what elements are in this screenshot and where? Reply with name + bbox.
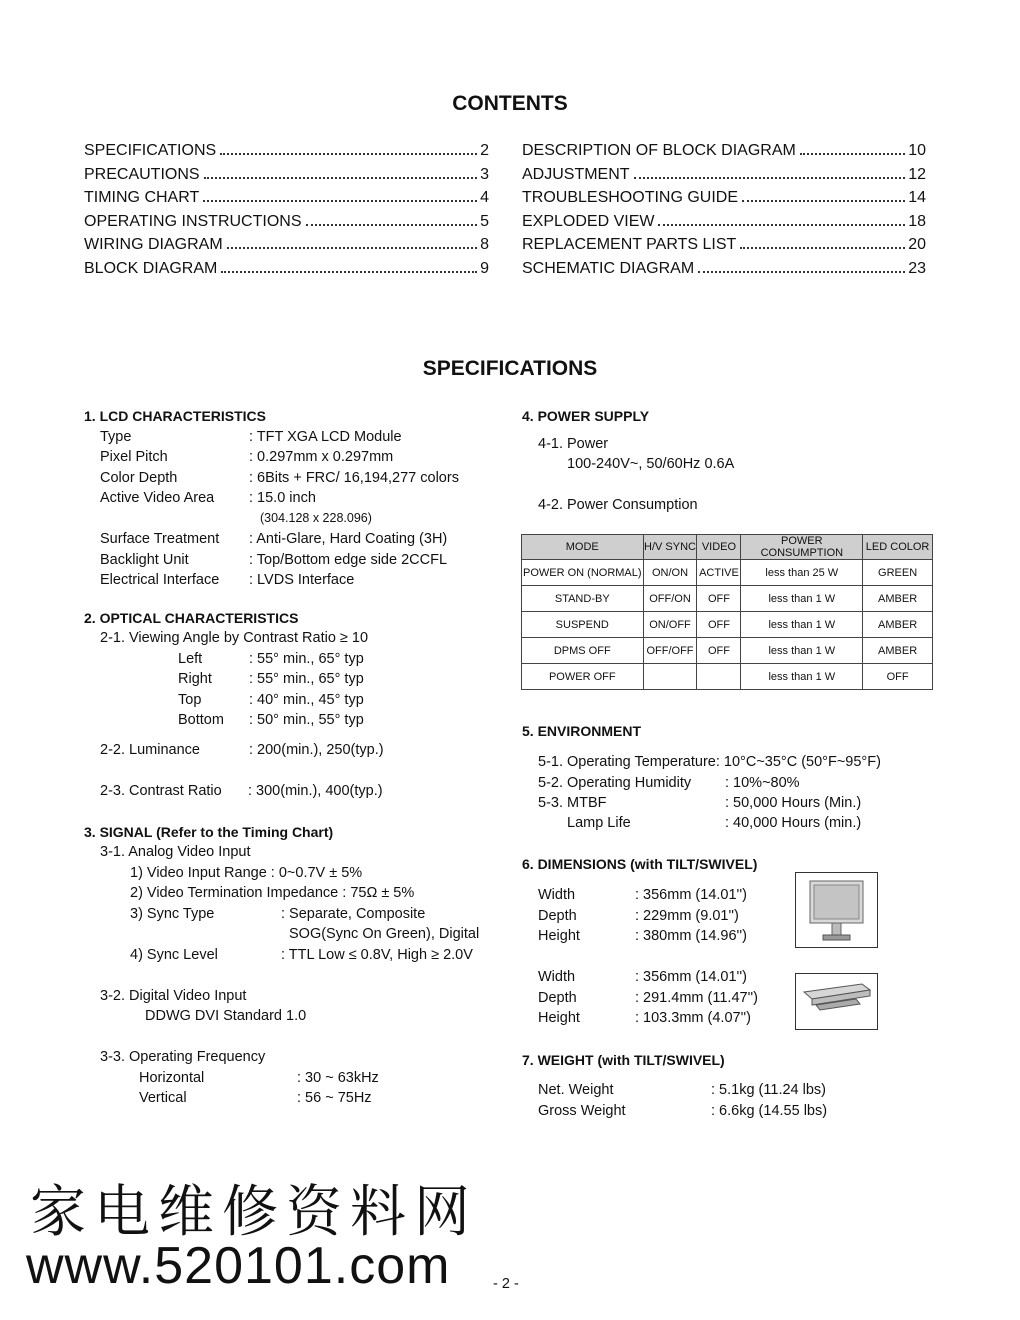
sync-type-value-2: SOG(Sync On Green), Digital [289,926,480,942]
watermark-chinese: 家电维修资料网 [30,1180,478,1245]
spec-key: Surface Treatment [100,531,220,547]
toc-right [522,142,926,283]
sync-level-value: : TTL Low ≤ 0.8V, High ≥ 2.0V [281,947,473,963]
horizontal-key: Horizontal [139,1070,205,1086]
contrast-value: : 300(min.), 400(typ.) [248,783,383,799]
power-label: 4-1. Power [538,436,609,452]
table-cell: OFF [697,612,741,638]
dim-value: : 103.3mm (4.07'') [635,1010,751,1026]
table-cell: less than 25 W [741,560,863,586]
table-cell: less than 1 W [741,586,863,612]
table-cell: AMBER [863,612,933,638]
spec-value: : 0.297mm x 0.297mm [249,449,394,465]
specifications-title: SPECIFICATIONS [422,357,598,380]
power-heading: 4. POWER SUPPLY [522,408,650,424]
angle-value: : 50° min., 55° typ [249,712,364,728]
dim-key: Height [538,1010,580,1026]
spec-value: : Anti-Glare, Hard Coating (3H) [249,531,448,547]
spec-value: : 6Bits + FRC/ 16,194,277 colors [249,470,459,486]
toc-left [84,142,489,283]
spec-key: Backlight Unit [100,552,189,568]
dim-key: Width [538,887,576,903]
sync-type-key: 3) Sync Type [130,906,215,922]
dimensions-heading: 6. DIMENSIONS (with TILT/SWIVEL) [522,856,758,872]
toc-entry[interactable]: BLOCK DIAGRAM 9 [84,259,489,277]
monitor-front-image [795,872,878,948]
net-weight-key: Net. Weight [538,1082,614,1098]
lamp-life-key: Lamp Life [567,815,631,831]
sync-level-key: 4) Sync Level [130,947,218,963]
table-row [522,638,933,664]
contents-title: CONTENTS [452,92,568,115]
table-header: POWER CONSUMPTION [741,535,863,560]
ddwg: DDWG DVI Standard 1.0 [145,1008,307,1024]
angle-key: Left [178,651,203,667]
humidity-value: : 10%~80% [725,775,800,791]
spec-key: Active Video Area [100,490,215,506]
contrast-key: 2-3. Contrast Ratio [100,783,222,799]
table-cell: ON/OFF [643,612,697,638]
toc-entry[interactable]: OPERATING INSTRUCTIONS 5 [84,212,489,230]
dim-value: : 229mm (9.01'') [635,908,739,924]
optical-heading: 2. OPTICAL CHARACTERISTICS [84,610,299,626]
spec-value: : Top/Bottom edge side 2CCFL [249,552,448,568]
lamp-life-value: : 40,000 Hours (min.) [725,815,862,831]
toc-entry[interactable]: SCHEMATIC DIAGRAM 23 [522,259,926,277]
monitor-front-icon [796,873,877,947]
table-cell: less than 1 W [741,612,863,638]
table-row [522,612,933,638]
mtbf-value: : 50,000 Hours (Min.) [725,795,862,811]
operating-frequency: 3-3. Operating Frequency [100,1049,266,1065]
spec-key: Type [100,429,132,445]
luminance-key: 2-2. Luminance [100,742,200,758]
spec-value: : 15.0 inch [249,490,316,506]
viewing-angle: 2-1. Viewing Angle by Contrast Ratio ≥ 10 [100,630,369,646]
vertical-key: Vertical [139,1090,187,1106]
table-cell [643,664,697,690]
table-cell: OFF/ON [643,586,697,612]
table-header: H/V SYNC [643,535,697,560]
table-cell: less than 1 W [741,638,863,664]
spec-value: (304.128 x 228.096) [260,511,372,525]
vertical-value: : 56 ~ 75Hz [297,1090,372,1106]
spec-key: Electrical Interface [100,572,220,588]
toc-entry[interactable]: TROUBLESHOOTING GUIDE 14 [522,189,926,206]
angle-value: : 40° min., 45° typ [249,692,364,708]
input-range: 1) Video Input Range : 0~0.7V ± 5% [130,865,363,881]
dim-key: Height [538,928,580,944]
environment-heading: 5. ENVIRONMENT [522,723,642,739]
toc-entry[interactable]: TIMING CHART 4 [84,189,489,206]
angle-value: : 55° min., 65° typ [249,651,364,667]
table-row [522,560,933,586]
table-row [522,586,933,612]
toc-entry[interactable]: REPLACEMENT PARTS LIST 20 [522,236,926,253]
analog-input: 3-1. Analog Video Input [100,844,251,860]
termination: 2) Video Termination Impedance : 75Ω ± 5% [130,885,415,901]
table-cell: DPMS OFF [522,638,644,664]
dim-value: : 356mm (14.01'') [635,887,747,903]
lcd-heading: 1. LCD CHARACTERISTICS [84,408,267,424]
table-cell: ON/ON [643,560,697,586]
table-cell: OFF/OFF [643,638,697,664]
signal-heading: 3. SIGNAL (Refer to the Timing Chart) [84,824,334,840]
spec-key: Color Depth [100,470,178,486]
angle-key: Right [178,671,212,687]
toc-entry[interactable]: ADJUSTMENT 12 [522,165,926,183]
table-cell: GREEN [863,560,933,586]
table-cell: AMBER [863,586,933,612]
humidity-key: 5-2. Operating Humidity [538,775,692,791]
toc-entry[interactable]: DESCRIPTION OF BLOCK DIAGRAM 10 [522,142,926,159]
monitor-folded-image [795,973,878,1030]
horizontal-value: : 30 ~ 63kHz [297,1070,379,1086]
angle-key: Bottom [178,712,224,728]
table-header: MODE [522,535,644,560]
dim-value: : 356mm (14.01'') [635,969,747,985]
power-value: 100-240V~, 50/60Hz 0.6A [567,456,735,472]
toc-entry[interactable]: WIRING DIAGRAM 8 [84,236,489,253]
dim-value: : 291.4mm (11.47'') [635,990,758,1006]
digital-input: 3-2. Digital Video Input [100,988,247,1004]
table-cell: STAND-BY [522,586,644,612]
table-cell: POWER ON (NORMAL) [522,560,644,586]
table-cell: OFF [697,638,741,664]
angle-key: Top [178,692,202,708]
table-cell: less than 1 W [741,664,863,690]
angle-value: : 55° min., 65° typ [249,671,364,687]
mtbf-key: 5-3. MTBF [538,795,607,811]
power-consumption-table [521,534,933,690]
table-cell: AMBER [863,638,933,664]
gross-weight-key: Gross Weight [538,1103,626,1119]
table-cell: ACTIVE [697,560,741,586]
gross-weight-value: : 6.6kg (14.55 lbs) [711,1103,828,1119]
table-cell: OFF [697,586,741,612]
table-cell: SUSPEND [522,612,644,638]
sync-type-value: : Separate, Composite [281,906,426,922]
weight-heading: 7. WEIGHT (with TILT/SWIVEL) [522,1052,725,1068]
power-consumption-label: 4-2. Power Consumption [538,497,698,513]
monitor-folded-icon [796,974,877,1029]
dim-key: Width [538,969,576,985]
dim-key: Depth [538,908,577,924]
table-cell: POWER OFF [522,664,644,690]
watermark-url: www.520101.com [26,1237,451,1295]
table-header: LED COLOR [863,535,933,560]
toc-entry[interactable]: EXPLODED VIEW 18 [522,212,926,230]
spec-value: : TFT XGA LCD Module [249,429,402,445]
spec-key: Pixel Pitch [100,449,168,465]
toc-entry[interactable]: SPECIFICATIONS 2 [84,142,489,159]
table-header-row [522,535,933,560]
table-header: VIDEO [697,535,741,560]
operating-temperature: 5-1. Operating Temperature: 10°C~35°C (50°F~95°F) [538,754,881,770]
dim-value: : 380mm (14.96'') [635,928,747,944]
net-weight-value: : 5.1kg (11.24 lbs) [711,1082,826,1098]
table-cell: OFF [863,664,933,690]
table-row [522,664,933,690]
table-cell [697,664,741,690]
luminance-value: : 200(min.), 250(typ.) [249,742,384,758]
page-number: - 2 - [493,1276,519,1292]
toc-entry[interactable]: PRECAUTIONS 3 [84,165,489,183]
dim-key: Depth [538,990,577,1006]
spec-value: : LVDS Interface [249,572,355,588]
